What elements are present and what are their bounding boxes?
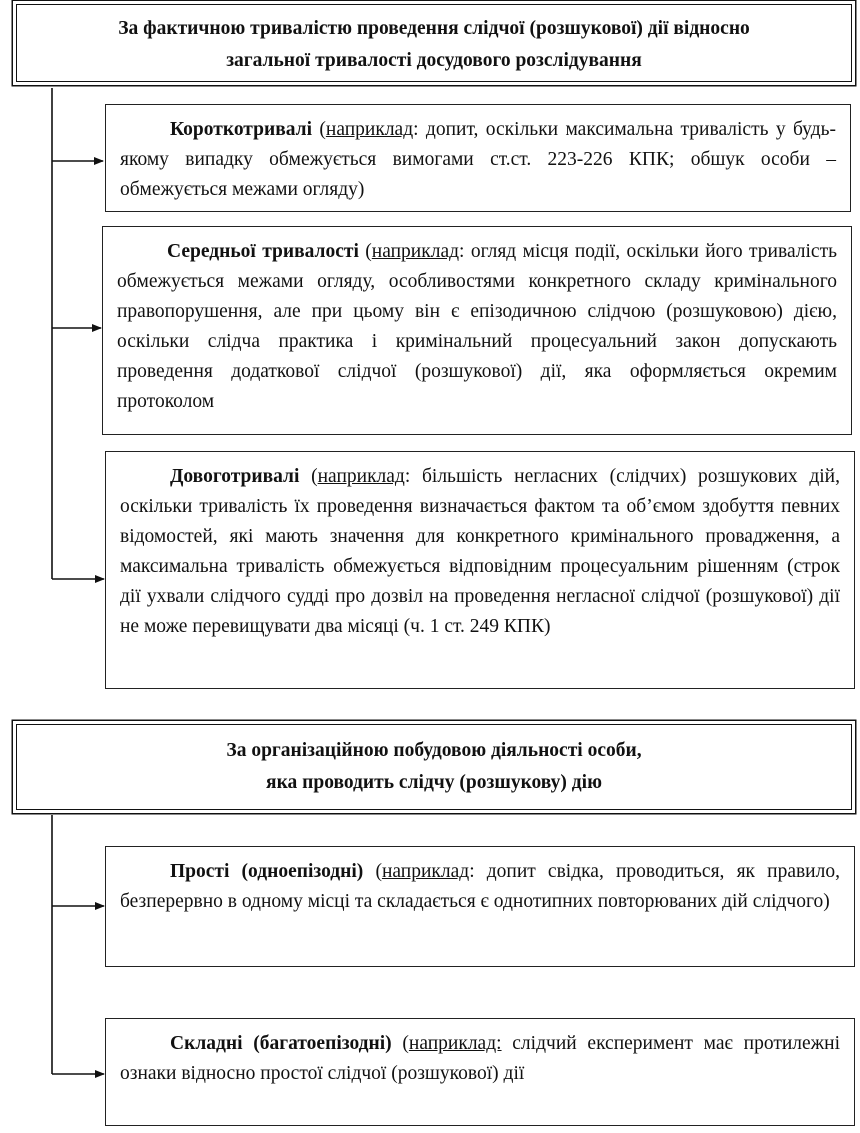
section-2-title-line-1: За організаційною побудовою діяльності особи, [226,740,642,761]
item-box-short [105,104,851,212]
example-word: наприклад [371,241,460,262]
item-box-medium [102,226,852,435]
example-word: наприклад [381,861,470,882]
item-text: : огляд місця події, оскільки його тривалість обмежується межами огляду, особливостями конкретного складу кримінального правопорушення, але при цьому він є епізодичною слідчою (розшуковою) дією, оскільки слідча практика і кримінальний процесуальний закон допускають проведення додаткової слідчої (розшукової) дії, яка оформляється окремим протоколом [117,241,837,412]
item-text: : більшість негласних (слідчих) розшукових дій, оскільки тривалість їх проведення визначається фактом та об’ємом здобуття певних відомостей, які мають значення для конкретного кримінального провадження, а максимальна тривалість обмежується відповідним процесуальним рішенням (строк дії ухвали слідчого судді про дозвіл на проведення негласної слідчої (розшукової) дії не може перевищувати два місяці (ч. 1 ст. 249 КПК) [120,466,840,637]
item-term: Середньої тривалості [167,241,359,262]
section-1-title-line-1: За фактичною тривалістю проведення слідчої (розшукової) дії відносно [118,18,750,39]
section-1-header [16,4,852,82]
item-term: Короткотривалі [170,119,313,140]
item-term: Довоготривалі [170,466,300,487]
section-1-title-line-2: загальної тривалості досудового розслідування [226,50,642,71]
item-paren: ( [391,1033,409,1054]
item-text: : допит свідка, проводиться, як правило, безперервно в одному місці та складається є однотипних повторюваних дій слідчого) [120,861,840,912]
item-term: Прості (одноепізодні) [170,861,364,882]
item-paren: ( [299,466,318,487]
section-2-header [16,724,852,810]
item-box-simple [105,846,855,967]
example-word: наприклад: [408,1033,502,1054]
example-word: наприклад [325,119,414,140]
example-word: наприклад [317,466,405,487]
section-2-title-line-2: яка проводить слідчу (розшукову) дію [266,772,602,793]
item-paren: ( [312,119,326,140]
item-paren: ( [358,241,372,262]
item-box-long [105,451,855,689]
item-paren: ( [363,861,382,882]
item-text: : допит, оскільки максимальна тривалість у будь-якому випадку обмежується вимогами ст.ст. 223-226 КПК; обшук особи – обмежується межами огляду) [120,119,836,200]
item-term: Складні (багатоепізодні) [170,1033,392,1054]
item-box-complex [105,1018,855,1126]
item-text: слідчий експеримент має протилежні ознаки відносно простої слідчої (розшукової) дії [120,1033,840,1084]
